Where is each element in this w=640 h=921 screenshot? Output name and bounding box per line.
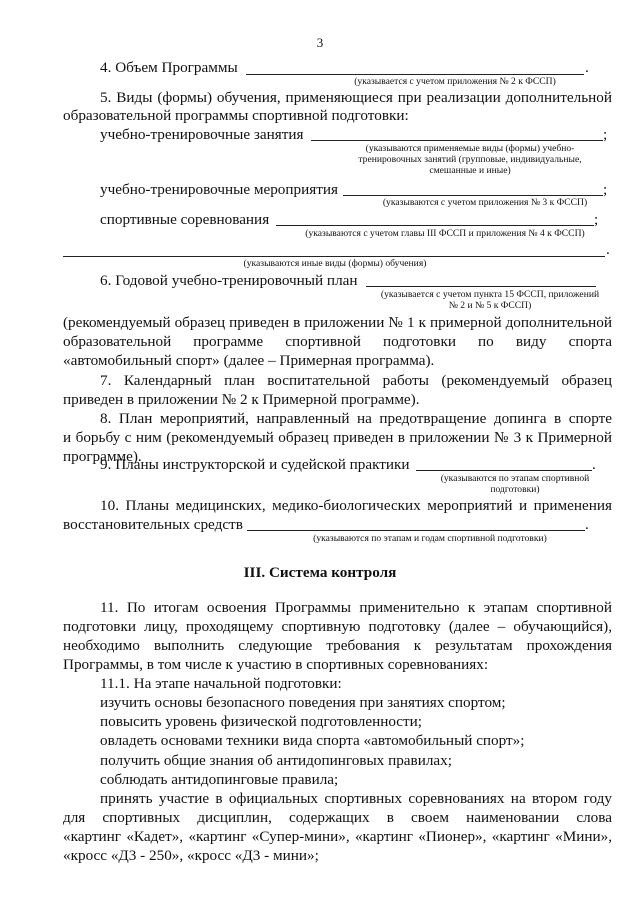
item6-line2: (рекомендуемый образец приведен в приложении № 1 к примерной дополнительной [63, 314, 612, 331]
training-label: учебно-тренировочные занятия [100, 126, 304, 143]
item7-line1: 7. Календарный план воспитательной работы (рекомендуемый образец [100, 372, 612, 389]
last-item-line4: «кросс «Д3 - 250», «кросс «Д3 - мини»; [63, 847, 319, 864]
list-item: получить общие знания об антидопинговых правилах; [100, 752, 452, 769]
list-item: овладеть основами техники вида спорта «автомобильный спорт»; [100, 732, 525, 749]
p11-line3: необходимо выполнить следующие требования к результатам прохождения [63, 637, 612, 654]
item5-line2: образовательной программы спортивной подготовки: [63, 107, 409, 124]
last-item-line1: принять участие в официальных спортивных соревнованиях на втором году [100, 790, 612, 807]
p11-line4: Программы, в том числе к участию в спортивных соревнованиях: [63, 656, 489, 673]
last-item-line2: для спортивных дисциплин, содержащих в своем наименовании слова [63, 809, 612, 826]
other-forms-blank-line [63, 256, 605, 257]
item7-line2: приведен в приложении № 2 к Примерной программе). [63, 391, 420, 408]
item10-blank-line [247, 530, 585, 531]
item5-line1: 5. Виды (формы) обучения, применяющиеся при реализации дополнительной [100, 89, 612, 106]
training-end: ; [603, 126, 608, 143]
competitions-blank-line [276, 225, 594, 226]
item8-line3: программе). [63, 448, 142, 465]
item9-end: . [592, 456, 596, 473]
other-forms-end: . [606, 241, 610, 258]
item4-label: 4. Объем Программы [100, 59, 238, 76]
page-number: 3 [316, 35, 324, 50]
item10-label2: восстановительных средств [63, 516, 243, 533]
events-end: ; [603, 181, 608, 198]
item8-line1: 8. План мероприятий, направленный на предотвращение допинга в спорте [100, 410, 612, 427]
training-blank-line [311, 140, 603, 141]
item6-line4: «автомобильный спорт» (далее – Примерная программа). [63, 352, 435, 369]
p11-line2: подготовки лицу, проходящему спортивную подготовку (далее – обучающийся), [63, 618, 612, 635]
item4-note: (указывается с учетом приложения № 2 к ФССП) [354, 76, 556, 87]
item9-blank-line [416, 470, 592, 471]
events-note: (указываются с учетом приложения № 3 к ФССП) [382, 197, 588, 208]
item10-note: (указываются по этапам и годам спортивной подготовки) [313, 533, 547, 544]
competitions-note: (указываются с учетом главы III ФССП и приложения № 4 к ФССП) [305, 228, 585, 239]
item9-note: (указываются по этапам спортивной подготовки) [440, 473, 590, 495]
item4-end: . [585, 59, 589, 76]
p11-1-heading: 11.1. На этапе начальной подготовки: [100, 675, 342, 692]
item8-line2: и борьбу с ним (рекомендуемый образец приведен в приложении № 3 к Примерной [63, 429, 612, 446]
item4-blank-line [246, 74, 584, 75]
item6-note: (указывается с учетом пункта 15 ФССП, приложений № 2 и № 5 к ФССП) [380, 289, 600, 311]
item10-line1: 10. Планы медицинских, медико-биологических мероприятий и применения [100, 497, 612, 514]
item6-line3: образовательной программе спортивной подготовки по виду спорта [63, 333, 612, 350]
events-label: учебно-тренировочные мероприятия [100, 181, 338, 198]
competitions-label: спортивные соревнования [100, 211, 270, 228]
other-forms-note: (указываются иные виды (формы) обучения) [243, 258, 427, 269]
events-blank-line [343, 195, 603, 196]
section3-heading: III. Система контроля [243, 564, 397, 581]
item6-blank-line [366, 286, 596, 287]
last-item-line3: «картинг «Кадет», «картинг «Супер-мини», «картинг «Пионер», «картинг «Мини», [63, 828, 612, 845]
item6-label: 6. Годовой учебно-тренировочный план [100, 272, 358, 289]
list-item: изучить основы безопасного поведения при занятиях спортом; [100, 694, 506, 711]
item9-label: 9. Планы инструкторской и судейской практики [100, 456, 410, 473]
list-item: повысить уровень физической подготовленности; [100, 713, 423, 730]
list-item: соблюдать антидопинговые правила; [100, 771, 339, 788]
item10-end: . [585, 516, 589, 533]
training-note: (указываются применяемые виды (формы) учебно-тренировочных занятий (групповые, индивидуальные, смешанные и иные) [358, 143, 582, 176]
competitions-end: ; [594, 211, 599, 228]
p11-line1: 11. По итогам освоения Программы применительно к этапам спортивной [100, 599, 612, 616]
